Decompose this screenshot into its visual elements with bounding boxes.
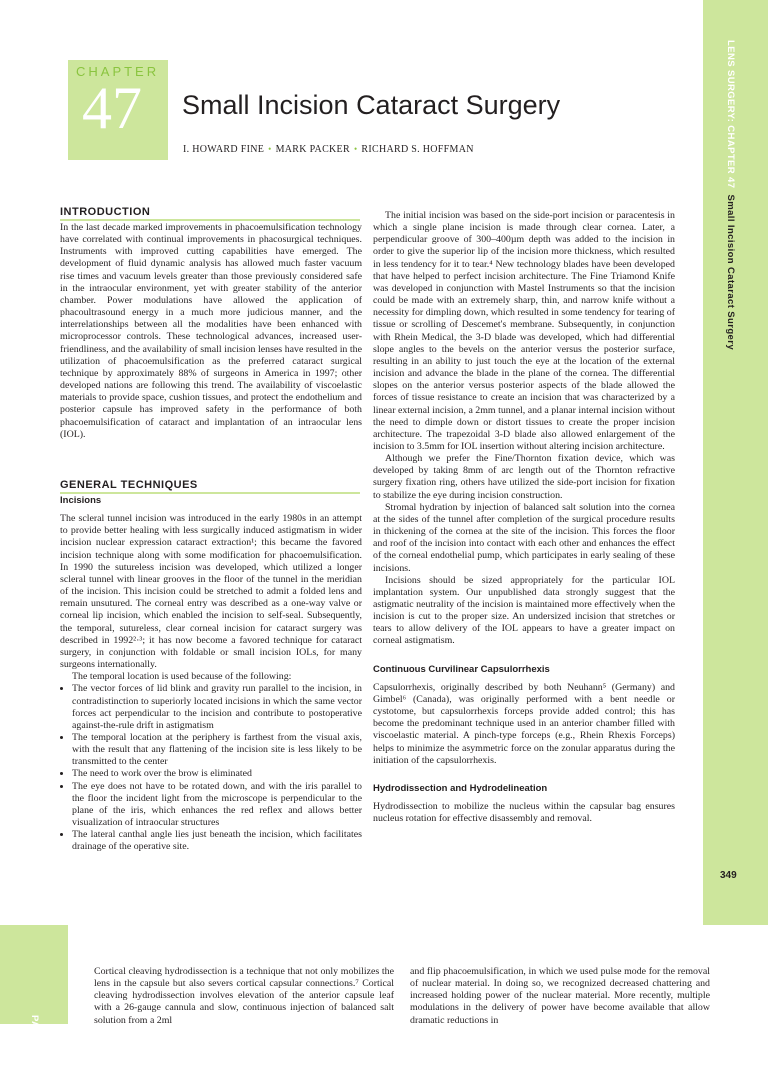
introduction-heading-block	[60, 206, 360, 221]
author-separator: •	[353, 144, 358, 154]
incisions-subheading: Incisions	[60, 495, 102, 506]
general-techniques-heading: GENERAL TECHNIQUES	[60, 479, 198, 491]
author-1: I. HOWARD FINE	[183, 144, 265, 155]
author-2: MARK PACKER	[275, 144, 350, 155]
chapter-authors	[183, 144, 474, 155]
author-separator: •	[268, 144, 272, 154]
list-item: • The vector forces of lid blink and gravity run parallel to the incision, in contradistinction to superiorly located incisions in which the same vector forces act perpendicular to the incision and contribute to postoperative against-the-rule drift in astigmatism	[72, 683, 362, 732]
capsulorrhexis-subheading: Continuous Curvilinear Capsulorrhexis	[373, 663, 550, 675]
introduction-body: In the last decade marked improvements in phacoemulsification technology have correlated with continual improvements in phacosurgical techniques. Instruments with improved cutting capabilities have emerged. The development of fluid dynamic analysis has allowed much faster vacuum rise times and vacuum levels greater than those previously considered safe in the intraocular environment, yet with greater stability of the anterior chamber. Power modulations have allowed the application of phacoultrasound energy in a much more judicious manner, and the interrelationships between all the modalities have been enhanced with microprocessor controls. These technological advances, increased user-friendliness, and the availability of small incision lenses have resulted in the utilization of phacoemulsification as the preferred cataract surgical technique by approximately 88% of surgeons in America in 1997; other developed nations are following this trend. The availability of viscoelastic materials to provide space, cushion tissues, and protect the endothelium and posterior capsule has improved safety in the performance of both phacoemulsification of cataract and implantation of an intraocular lens (IOL).	[60, 222, 362, 440]
right-paragraph-3: Stromal hydration by injection of balanced salt solution into the cornea at the sides of the tunnel after completion of the surgical procedure results in thickening of the cornea at the site of the incision. This forces the floor and roof of the incision into contact with each other and enhances the effect of the corneal endothelial pump, which participates in early sealing of these incisions.	[373, 501, 675, 574]
author-3: RICHARD S. HOFFMAN	[361, 144, 474, 155]
right-paragraph-2: Although we prefer the Fine/Thornton fixation device, which was developed by taking 8mm of arc length out of the Thornton refractive surgery fixation ring, others have utilized the side-port incision for fixation to stabilize the eye during incision construction.	[373, 453, 675, 501]
left-column	[60, 222, 362, 441]
right-paragraph-4: Incisions should be sized appropriately for the particular IOL implantation system. Our unpublished data strongly suggest that the astigmatic neutrality of the incision is maintained more effectively when the incision is cut to the proper size. An undersized incision that stretches or tears to allow delivery of the IOL appears to have a greater impact on corneal astigmatism.	[373, 574, 675, 647]
introduction-heading: INTRODUCTION	[60, 206, 151, 218]
list-item: • The lateral canthal angle lies just beneath the incision, which facilitates drainage of the operative site.	[72, 829, 362, 853]
chapter-number: 47	[82, 75, 142, 141]
heading-rule	[60, 219, 360, 221]
list-item: • The eye does not have to be rotated down, and with the iris parallel to the floor the incident light from the microscope is perpendicular to the plane of the iris, which enhances the red reflex and allows better visualization of intraocular structures	[72, 781, 362, 830]
incisions-paragraph-1: The scleral tunnel incision was introduced in the early 1980s in an attempt to provide better healing with less surgically induced astigmatism in wider incision nuclear expression cataract extraction¹; this became the favored incision technique along with some modification for phacoemulsification. In 1990 the sutureless incision was developed, which utilized a longer scleral tunnel with linear grooves in the floor of the tunnel in the meridian of the incision. This incision could be stretched to admit a folded lens and remain unsutured. The corneal entry was described as a one-way valve or corneal lip incision, which enabled the incision to self-seal. Subsequently, the temporal, sutureless, clear corneal incision for cataract surgery was described in 1992²·³; it has now become a favored technique for cataract surgery, in conjunction with foldable or small incision IOLs, for many surgeons internationally.	[60, 513, 362, 671]
list-item: • The need to work over the brow is eliminated	[72, 768, 362, 780]
list-item: • The temporal location at the periphery is farthest from the visual axis, with the result that any flattening of the incision site is less likely to be transmitted to the center	[72, 732, 362, 768]
hydrodissection-paragraph: Hydrodissection to mobilize the nucleus within the capsular bag ensures nucleus rotation for effective disassembly and removal.	[373, 801, 675, 825]
capsulorrhexis-paragraph: Capsulorrhexis, originally described by both Neuhann⁵ (Germany) and Gimbel⁶ (Canada), was originally performed with a bent needle or cystotome, but capsulorrhexis forceps provide added control; this has become the predominant technique used in an anterior chamber filled with viscoelastic material. A pinch-type forceps (e.g., Rhein Rhexis Forceps) helps to minimize the asymmetric force on the zonular apparatus during the initiation of the capsulorrhexis.	[373, 681, 675, 766]
incisions-paragraph-2: The temporal location is used because of the following:	[72, 671, 292, 683]
right-paragraph-1: The initial incision was based on the side-port incision or paracentesis in which a single plane incision is made through clear cornea. Later, a perpendicular groove of 300–400µm depth was added to the incision in order to give the superior lip of the incision more thickness, which resulted in less tendency for it to tear.⁴ New technology blades have been developed that have helped to perfect incision architecture. The Fine Triamond Knife was developed in conjunction with Mastel Instruments so that the incision could be made with an extremely sharp, thin, and narrow knife without a necessity for dimpling down, which resulted in some tendency for tearing of tissue or scrolling of Descemet's membrane. Subsequently, in conjunction with Rhein Medical, the 3-D blade was developed, which had differential slope angles to the bevels on the anterior versus the posterior surface, resulting in an ability to just touch the eye at the location of the external incision and advance the blade in the plane of the cornea. The differential slopes on the anterior versus posterior aspects of the blade allowed the forces of tissue resistance to create an incision that was characterized by a linear external incision, a 2mm tunnel, and a planar internal incision without the need to dimple down or distort tissues to create the proper incision architecture. The trapezoidal 3-D blade also allowed enlargement of the incision to 3.5mm for IOL insertion without altering incision architecture.	[373, 210, 675, 452]
bottom-right-text: and flip phacoemulsification, in which we used pulse mode for the removal of nuclear material. In doing so, we recognized decreased chattering and increased holding power of the nuclear material. More recently, multiple modulations in the delivery of power have become available that allow dramatic reductions in	[410, 966, 710, 1026]
bottom-part-tab	[0, 925, 68, 1024]
hydrodissection-subheading: Hydrodissection and Hydrodelineation	[373, 782, 548, 794]
page-number: 349	[720, 870, 737, 881]
general-techniques-body	[60, 495, 362, 854]
chapter-title: Small Incision Cataract Surgery	[182, 90, 561, 120]
heading-rule	[60, 492, 360, 494]
temporal-location-list	[60, 683, 362, 853]
bottom-left-text: Cortical cleaving hydrodissection is a technique that not only mobilizes the lens in the capsule but also severs cortical capsular connections.⁷ Cortical cleaving hydrodissection involves elevation of the anterior capsule leaf with a 26-gauge cannula and slow, continuous injection of balanced salt solution from a 2ml	[94, 966, 394, 1026]
side-tab-label: LENS SURGERY: CHAPTER 47	[725, 40, 736, 189]
right-column	[373, 210, 675, 825]
chapter-word: CHAPTER	[76, 64, 160, 79]
bottom-part-label: PART 4 The	[29, 1015, 40, 1072]
general-techniques-heading-block	[60, 479, 360, 494]
side-tab-title: Small Incision Cataract Surgery	[725, 194, 736, 351]
